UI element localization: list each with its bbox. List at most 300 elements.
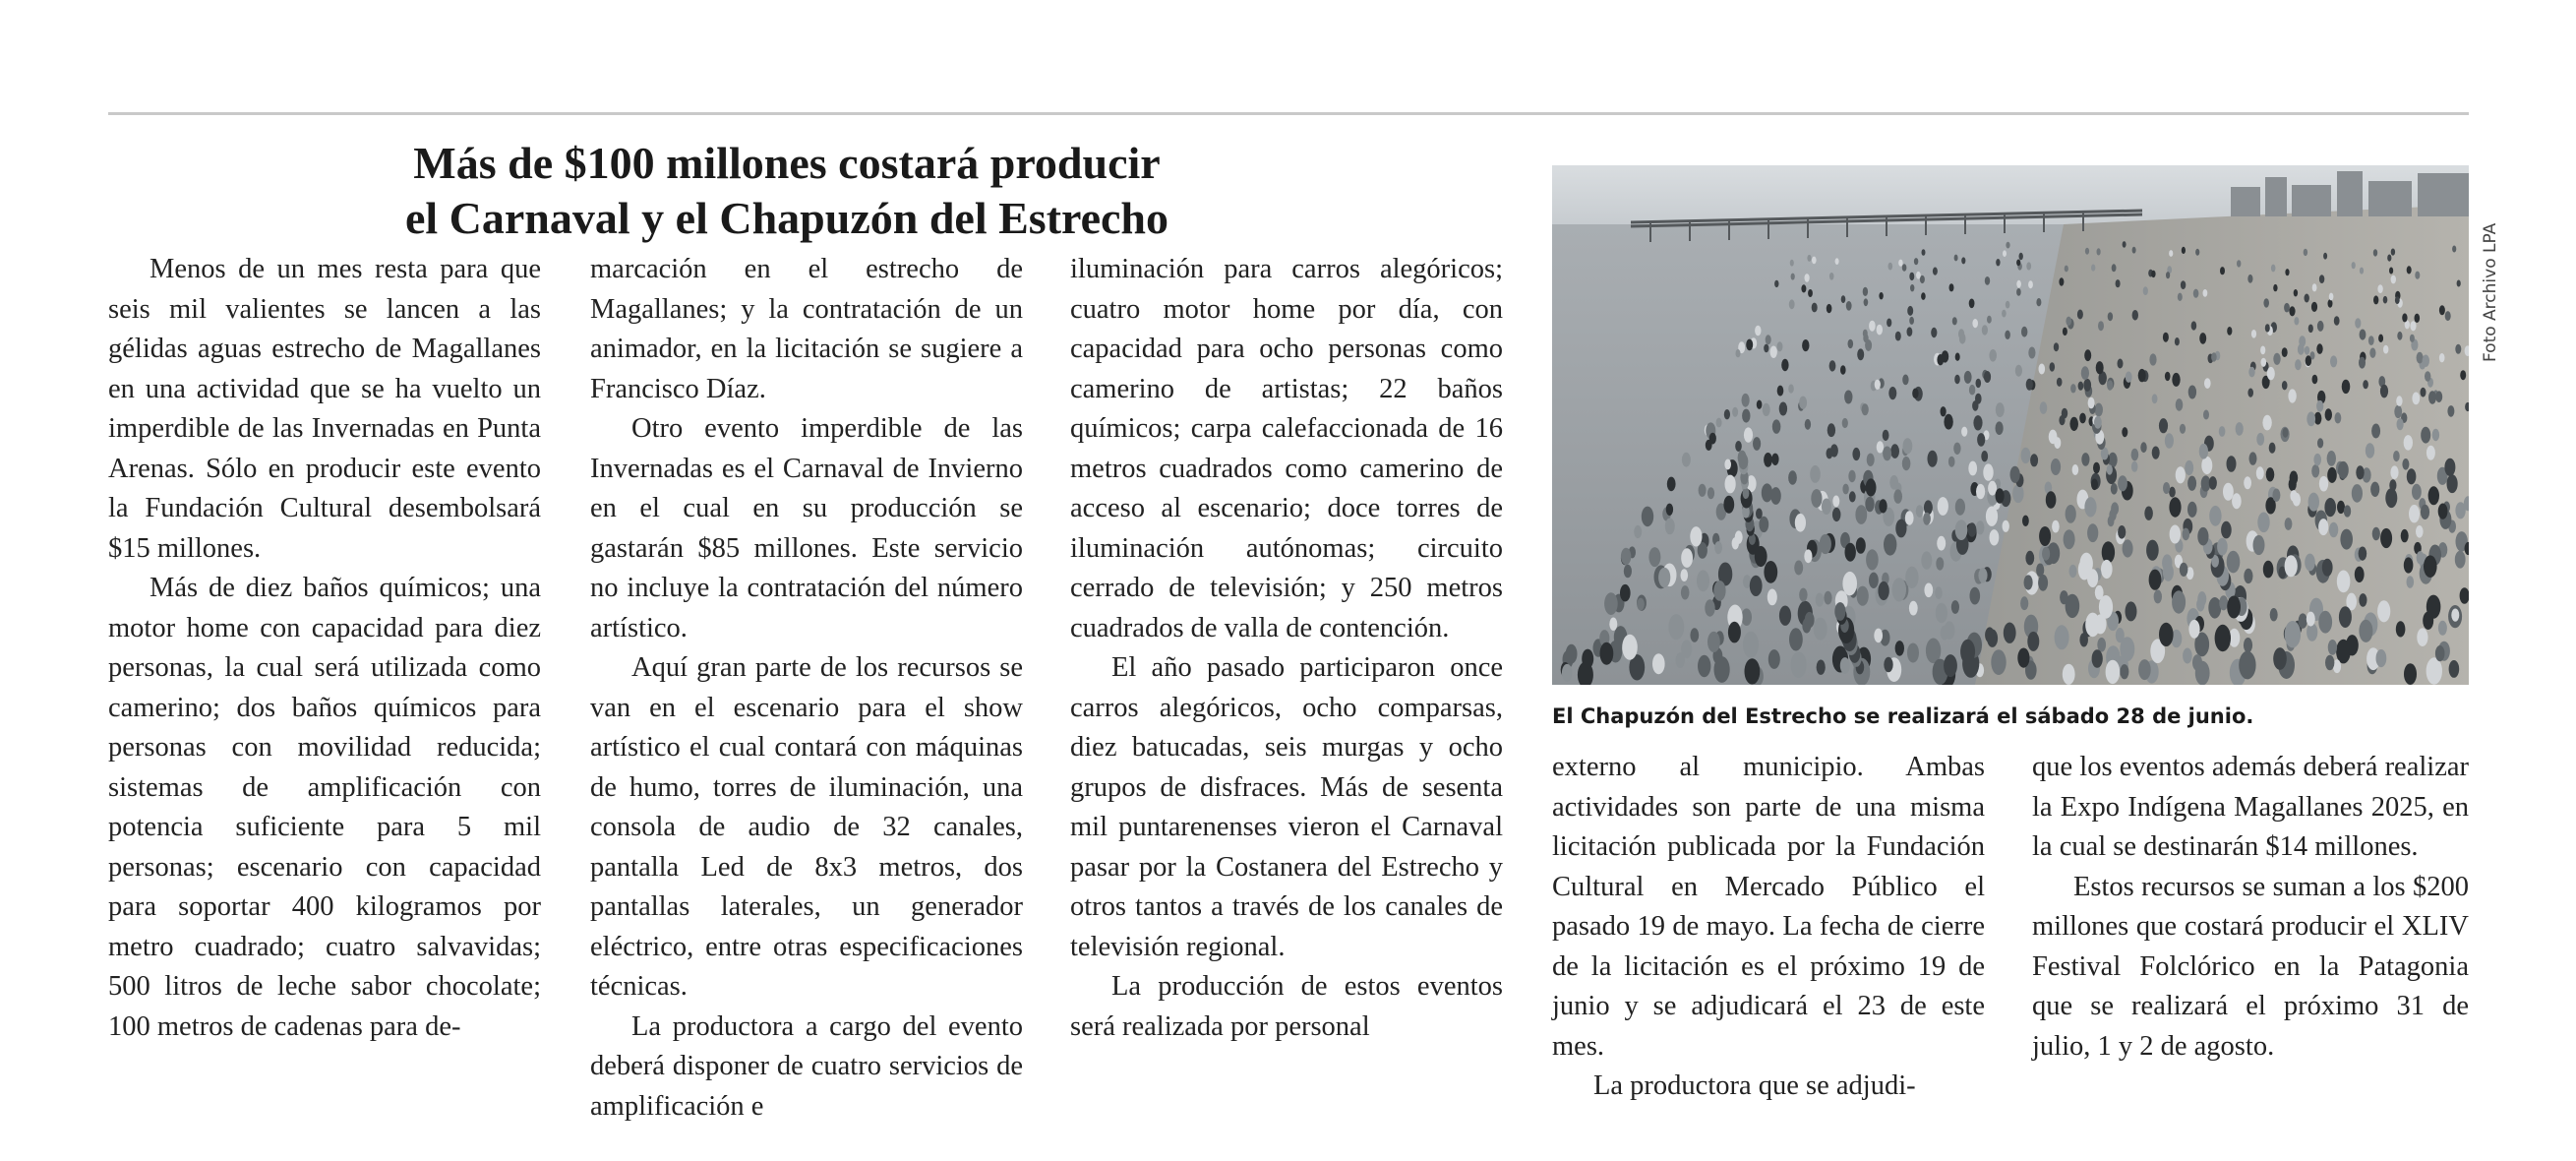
swimmer-figure — [1642, 507, 1653, 527]
swimmer-figure — [1746, 339, 1753, 351]
paragraph: iluminación para carros alegóricos; cuatro motor home por día, con capacidad para ocho personas como camerino de artistas; 22 baños químicos; carpa calefaccionada de 16 metros cuadrados como camerino de acceso al escenario; doce torres de iluminación autónomas; circuito cerrado de televisión; y 250 metros cuadrados de valla de contención. — [1070, 254, 1503, 643]
swimmer-figure — [1969, 299, 1975, 309]
swimmer-figure — [2438, 504, 2448, 519]
swimmer-figure — [2012, 484, 2023, 503]
swimmer-figure — [2417, 551, 2425, 564]
swimmer-figure — [1954, 255, 1958, 262]
swimmer-figure — [1936, 603, 1947, 623]
swimmer-figure — [2022, 516, 2029, 526]
swimmer-figure — [1768, 649, 1780, 669]
swimmer-figure — [2394, 405, 2402, 418]
swimmer-figure — [2040, 401, 2048, 414]
swimmer-figure — [2203, 289, 2208, 297]
swimmer-figure — [1658, 568, 1670, 587]
swimmer-figure — [2016, 288, 2021, 296]
swimmer-figure — [2322, 559, 2333, 577]
swimmer-figure — [1764, 344, 1768, 353]
swimmer-figure — [2111, 502, 2119, 515]
swimmer-figure — [2337, 501, 2345, 514]
swimmer-figure — [2138, 659, 2151, 680]
swimmer-figure — [2263, 561, 2274, 579]
swimmer-figure — [2391, 249, 2395, 256]
swimmer-figure — [1666, 504, 1673, 516]
swimmer-figure — [1788, 384, 1794, 393]
swimmer-figure — [2080, 553, 2093, 575]
body-column-2 — [590, 250, 1023, 1127]
swimmer-figure — [1735, 441, 1742, 452]
swimmer-figure — [1914, 258, 1918, 265]
swimmer-figure — [2028, 347, 2035, 359]
swimmer-figure — [2204, 378, 2211, 389]
swimmer-figure — [1944, 654, 1957, 677]
swimmer-figure — [2063, 328, 2067, 336]
swimmer-figure — [1981, 451, 1988, 461]
swimmer-figure — [1989, 349, 1997, 362]
swimmer-figure — [2316, 343, 2322, 354]
swimmer-figure — [1794, 561, 1803, 576]
swimmer-figure — [2304, 249, 2307, 256]
swimmer-figure — [2197, 527, 2208, 546]
swimmer-figure — [2096, 361, 2104, 374]
swimmer-figure — [2025, 551, 2034, 566]
swimmer-figure — [2262, 415, 2271, 431]
swimmer-figure — [2261, 358, 2267, 367]
swimmer-figure — [1777, 386, 1784, 397]
swimmer-figure — [2376, 649, 2387, 667]
swimmer-figure — [1916, 505, 1924, 518]
swimmer-figure — [2435, 645, 2445, 661]
swimmer-figure — [2144, 507, 2153, 520]
swimmer-figure — [1938, 497, 1948, 516]
swimmer-figure — [2407, 576, 2415, 588]
swimmer-figure — [2027, 632, 2039, 651]
swimmer-figure — [2005, 331, 2010, 339]
swimmer-figure — [2108, 312, 2113, 321]
swimmer-figure — [2187, 502, 2197, 518]
paragraph: que los eventos además deberá realizar la Expo Indígena Magallanes 2025, en la cual se destinarán $14 millones. — [2032, 752, 2469, 862]
swimmer-figure — [1936, 557, 1944, 570]
swimmer-figure — [2116, 628, 2125, 642]
swimmer-figure — [2295, 359, 2302, 370]
swimmer-figure — [1757, 400, 1763, 409]
swimmer-figure — [2149, 570, 2162, 590]
swimmer-figure — [2249, 452, 2257, 464]
swimmer-figure — [1820, 534, 1831, 554]
swimmer-figure — [1637, 598, 1645, 611]
swimmer-figure — [2435, 391, 2442, 402]
swimmer-figure — [2163, 333, 2169, 342]
top-rule — [108, 112, 2469, 115]
swimmer-figure — [2397, 332, 2402, 340]
swimmer-figure — [1857, 586, 1869, 606]
swimmer-figure — [1905, 511, 1914, 525]
swimmer-figure — [2377, 284, 2382, 293]
swimmer-figure — [1889, 475, 1898, 490]
swimmer-figure — [1920, 275, 1925, 283]
swimmer-figure — [2211, 352, 2217, 361]
swimmer-figure — [1879, 292, 1883, 299]
swimmer-figure — [2217, 538, 2228, 556]
swimmer-figure — [2140, 442, 2146, 453]
swimmer-figure — [1743, 488, 1750, 499]
paragraph: El año pasado participaron once carros alegóricos, ocho comparsas, diez batucadas, seis murgas y ocho grupos de disfraces. Más de sesenta mil puntarenenses vieron el Carnaval pasar por la Costanera del Estrecho y otros tantos a través de los canales de televisión regional. — [1070, 652, 1503, 962]
swimmer-figure — [2069, 417, 2078, 431]
swimmer-figure — [2359, 357, 2366, 369]
photo-credit: Foto Archivo LPA — [2481, 222, 2500, 362]
swimmer-figure — [1706, 440, 1712, 451]
swimmer-figure — [2149, 353, 2156, 365]
swimmer-figure — [2359, 593, 2366, 607]
swimmer-figure — [1976, 379, 1982, 388]
swimmer-figure — [1869, 573, 1879, 588]
body-column-5 — [2032, 748, 2469, 1067]
swimmer-figure — [1907, 643, 1919, 663]
swimmer-figure — [1771, 454, 1778, 465]
swimmer-figure — [2132, 247, 2136, 254]
swimmer-figure — [2335, 412, 2342, 423]
swimmer-figure — [2248, 367, 2254, 378]
swimmer-figure — [2412, 393, 2420, 405]
paragraph: Menos de un mes resta para que seis mil valientes se lancen a las gélidas aguas estrecho de Magallanes en una actividad que se ha vuelto un imperdible de las Invernadas en Punta Arenas. Sólo en producir este evento la Fundación Cultural desembolsará $15 millones. — [108, 254, 541, 564]
swimmer-figure — [1955, 353, 1960, 361]
swimmer-figure — [2084, 349, 2091, 361]
swimmer-figure — [1964, 371, 1972, 384]
swimmer-figure — [2092, 649, 2103, 668]
swimmer-figure — [1652, 653, 1665, 674]
swimmer-figure — [2439, 305, 2445, 315]
swimmer-figure — [2312, 375, 2318, 385]
swimmer-figure — [1770, 487, 1781, 505]
swimmer-figure — [1866, 478, 1877, 496]
swimmer-figure — [2391, 275, 2396, 284]
swimmer-figure — [1902, 375, 1908, 386]
swimmer-figure — [1779, 402, 1787, 416]
swimmer-figure — [2404, 435, 2413, 451]
swimmer-figure — [2006, 301, 2010, 309]
swimmer-figure — [1834, 602, 1845, 621]
swimmer-figure — [2072, 464, 2079, 475]
swimmer-figure — [1916, 272, 1921, 279]
swimmer-figure — [2054, 342, 2059, 351]
swimmer-figure — [1699, 484, 1707, 497]
swimmer-figure — [1777, 341, 1783, 351]
swimmer-figure — [1855, 505, 1867, 524]
swimmer-figure — [2423, 355, 2429, 367]
swimmer-figure — [1937, 354, 1944, 365]
swimmer-figure — [2215, 625, 2231, 651]
swimmer-figure — [2417, 352, 2424, 364]
swimmer-figure — [1789, 628, 1803, 650]
swimmer-figure — [1759, 517, 1768, 532]
swimmer-figure — [1690, 526, 1702, 546]
swimmer-figure — [2169, 497, 2181, 517]
swimmer-figure — [1622, 635, 1638, 660]
headline-line-2: el Carnaval y el Chapuzón del Estrecho — [404, 193, 1169, 243]
swimmer-figure — [1887, 319, 1891, 328]
swimmer-figure — [2060, 590, 2068, 604]
swimmer-figure — [1849, 491, 1856, 502]
swimmer-figure — [2455, 551, 2466, 569]
swimmer-figure — [2182, 247, 2186, 254]
swimmer-figure — [2417, 628, 2427, 646]
swimmer-figure — [2006, 242, 2009, 249]
swimmer-figure — [1744, 427, 1753, 442]
swimmer-figure — [2340, 529, 2353, 550]
swimmer-figure — [1827, 448, 1833, 458]
swimmer-figure — [1883, 430, 1889, 441]
swimmer-figure — [2425, 371, 2430, 382]
swimmer-figure — [1892, 578, 1906, 601]
swimmer-figure — [1909, 317, 1914, 325]
swimmer-figure — [1723, 496, 1734, 514]
swimmer-figure — [2112, 264, 2117, 272]
swimmer-figure — [1903, 438, 1913, 454]
swimmer-figure — [2370, 482, 2379, 497]
swimmer-figure — [1810, 465, 1821, 483]
swimmer-figure — [1923, 513, 1931, 525]
swimmer-figure — [1667, 477, 1676, 492]
swimmer-figure — [2227, 551, 2241, 574]
swimmer-figure — [2339, 606, 2352, 628]
swimmer-figure — [2026, 262, 2031, 270]
swimmer-figure — [2159, 418, 2168, 433]
swimmer-figure — [2017, 648, 2029, 668]
swimmer-figure — [2421, 427, 2430, 444]
swimmer-figure — [1902, 457, 1911, 470]
swimmer-figure — [2102, 541, 2115, 563]
swimmer-figure — [1878, 581, 1888, 600]
swimmer-figure — [2166, 272, 2170, 278]
swimmer-figure — [2416, 525, 2424, 538]
swimmer-figure — [1866, 549, 1879, 570]
swimmer-figure — [2176, 466, 2186, 483]
swimmer-figure — [2107, 380, 2113, 390]
swimmer-figure — [2328, 299, 2333, 307]
headline-line-1: Más de $100 millones costará producir — [413, 138, 1161, 188]
swimmer-figure — [1856, 537, 1866, 554]
swimmer-figure — [2352, 484, 2363, 503]
swimmer-figure — [2247, 389, 2253, 397]
swimmer-figure — [2395, 296, 2400, 304]
article-photo — [1552, 165, 2469, 685]
swimmer-figure — [2438, 621, 2447, 636]
swimmer-figure — [2220, 267, 2225, 275]
swimmer-figure — [2123, 539, 2133, 557]
swimmer-figure — [1863, 287, 1868, 296]
swimmer-figure — [2084, 497, 2096, 517]
swimmer-figure — [1807, 255, 1811, 262]
swimmer-figure — [2393, 451, 2400, 461]
swimmer-figure — [1799, 397, 1807, 409]
swimmer-figure — [1898, 260, 1902, 267]
swimmer-figure — [1877, 325, 1883, 336]
swimmer-figure — [1827, 304, 1832, 313]
swimmer-figure — [2449, 660, 2460, 678]
swimmer-figure — [1959, 334, 1966, 344]
swimmer-figure — [1621, 548, 1631, 565]
swimmer-figure — [1862, 403, 1869, 415]
swimmer-figure — [2426, 595, 2441, 619]
swimmer-figure — [2415, 272, 2420, 279]
swimmer-figure — [1781, 359, 1788, 371]
swimmer-figure — [1681, 585, 1690, 599]
swimmer-figure — [1764, 453, 1772, 467]
swimmer-figure — [2039, 364, 2046, 375]
swimmer-figure — [2311, 464, 2319, 477]
swimmer-figure — [2165, 433, 2174, 448]
swimmer-figure — [1948, 457, 1955, 467]
swimmer-figure — [2390, 465, 2398, 479]
swimmer-figure — [1790, 260, 1794, 267]
swimmer-figure — [1931, 328, 1937, 337]
swimmer-figure — [2199, 444, 2208, 459]
swimmer-figure — [2059, 415, 2065, 425]
swimmer-figure — [2052, 520, 2060, 533]
swimmer-figure — [2042, 547, 2050, 561]
swimmer-figure — [1973, 415, 1982, 430]
swimmer-figure — [2273, 353, 2280, 365]
swimmer-figure — [2377, 600, 2390, 622]
swimmer-figure — [2401, 529, 2409, 542]
swimmer-figure — [1779, 606, 1791, 626]
swimmer-figure — [2209, 506, 2221, 526]
swimmer-figure — [1982, 325, 1988, 335]
swimmer-figure — [2355, 567, 2365, 582]
swimmer-figure — [2028, 280, 2033, 288]
swimmer-figure — [1827, 423, 1835, 437]
swimmer-figure — [1924, 583, 1933, 598]
swimmer-figure — [2267, 367, 2275, 380]
swimmer-figure — [2355, 318, 2361, 328]
swimmer-figure — [2183, 528, 2190, 541]
swimmer-figure — [2152, 394, 2158, 403]
swimmer-figure — [2097, 638, 2106, 652]
swimmer-figure — [1609, 618, 1617, 631]
swimmer-figure — [2308, 493, 2319, 512]
swimmer-figure — [2265, 324, 2270, 332]
swimmer-figure — [1888, 263, 1893, 271]
swimmer-figure — [2232, 493, 2242, 509]
swimmer-figure — [1977, 433, 1985, 447]
swimmer-figure — [1745, 658, 1761, 684]
swimmer-figure — [2324, 498, 2336, 517]
swimmer-figure — [1846, 301, 1852, 311]
swimmer-figure — [1960, 640, 1975, 664]
swimmer-figure — [2317, 438, 2323, 448]
swimmer-figure — [1852, 448, 1860, 460]
swimmer-figure — [1698, 655, 1710, 677]
swimmer-figure — [2244, 638, 2252, 652]
swimmer-figure — [2070, 384, 2076, 393]
swimmer-figure — [2327, 467, 2337, 483]
swimmer-figure — [2356, 465, 2364, 479]
swimmer-figure — [1763, 403, 1770, 416]
swimmer-figure — [2412, 484, 2422, 500]
swimmer-figure — [2227, 596, 2241, 619]
swimmer-figure — [1961, 257, 1965, 264]
swimmer-figure — [2299, 613, 2307, 628]
swimmer-figure — [1832, 508, 1841, 521]
swimmer-figure — [2163, 563, 2174, 580]
swimmer-figure — [2188, 386, 2196, 399]
swimmer-figure — [2439, 353, 2445, 362]
swimmer-figure — [1814, 618, 1827, 641]
swimmer-figure — [2257, 513, 2269, 533]
swimmer-figure — [1951, 600, 1959, 614]
swimmer-figure — [2003, 250, 2007, 257]
swimmer-figure — [1668, 614, 1684, 640]
swimmer-figure — [2455, 344, 2461, 354]
swimmer-figure — [2054, 437, 2061, 449]
swimmer-figure — [2091, 479, 2098, 491]
swimmer-figure — [2106, 660, 2121, 684]
swimmer-figure — [2143, 286, 2148, 295]
swimmer-figure — [2396, 621, 2406, 637]
swimmer-figure — [1840, 657, 1850, 674]
swimmer-figure — [1941, 626, 1949, 641]
swimmer-figure — [2372, 527, 2380, 541]
swimmer-figure — [1949, 283, 1954, 291]
swimmer-figure — [1791, 274, 1795, 280]
swimmer-figure — [1812, 303, 1818, 313]
swimmer-figure — [1742, 409, 1750, 423]
swimmer-figure — [2282, 381, 2288, 390]
swimmer-figure — [2269, 443, 2276, 454]
swimmer-figure — [2038, 575, 2048, 591]
swimmer-figure — [2159, 623, 2174, 646]
swimmer-figure — [2373, 295, 2378, 304]
swimmer-figure — [1944, 414, 1952, 430]
swimmer-figure — [2327, 451, 2336, 466]
swimmer-figure — [1681, 548, 1693, 568]
swimmer-figure — [2201, 457, 2212, 474]
swimmer-figure — [2066, 505, 2076, 523]
swimmer-figure — [2253, 535, 2265, 555]
swimmer-figure — [2402, 313, 2407, 322]
swimmer-figure — [2360, 268, 2364, 275]
swimmer-figure — [2131, 461, 2138, 472]
swimmer-figure — [2154, 589, 2162, 603]
swimmer-figure — [1986, 507, 1998, 526]
swimmer-figure — [1895, 641, 1904, 656]
swimmer-figure — [2063, 664, 2075, 685]
swimmer-figure — [2093, 462, 2100, 474]
swimmer-figure — [2122, 427, 2127, 437]
swimmer-figure — [2284, 303, 2290, 313]
swimmer-figure — [2118, 359, 2124, 369]
swimmer-figure — [2329, 293, 2334, 301]
swimmer-figure — [1582, 649, 1593, 669]
swimmer-figure — [2306, 412, 2315, 427]
swimmer-figure — [1863, 330, 1868, 337]
swimmer-figure — [1732, 407, 1738, 417]
swimmer-figure — [2221, 521, 2232, 539]
swimmer-figure — [2020, 596, 2028, 610]
swimmer-figure — [1562, 664, 1573, 682]
swimmer-figure — [2227, 327, 2232, 336]
swimmer-figure — [1764, 561, 1777, 583]
swimmer-figure — [2185, 460, 2193, 475]
swimmer-figure — [1933, 268, 1938, 275]
swimmer-figure — [1845, 543, 1856, 562]
swimmer-figure — [2123, 241, 2127, 248]
swimmer-figure — [2366, 443, 2374, 458]
swimmer-figure — [2126, 372, 2132, 383]
swimmer-figure — [2378, 335, 2383, 342]
swimmer-figure — [2059, 277, 2064, 285]
swimmer-figure — [2196, 598, 2204, 612]
swimmer-figure — [2329, 522, 2338, 538]
